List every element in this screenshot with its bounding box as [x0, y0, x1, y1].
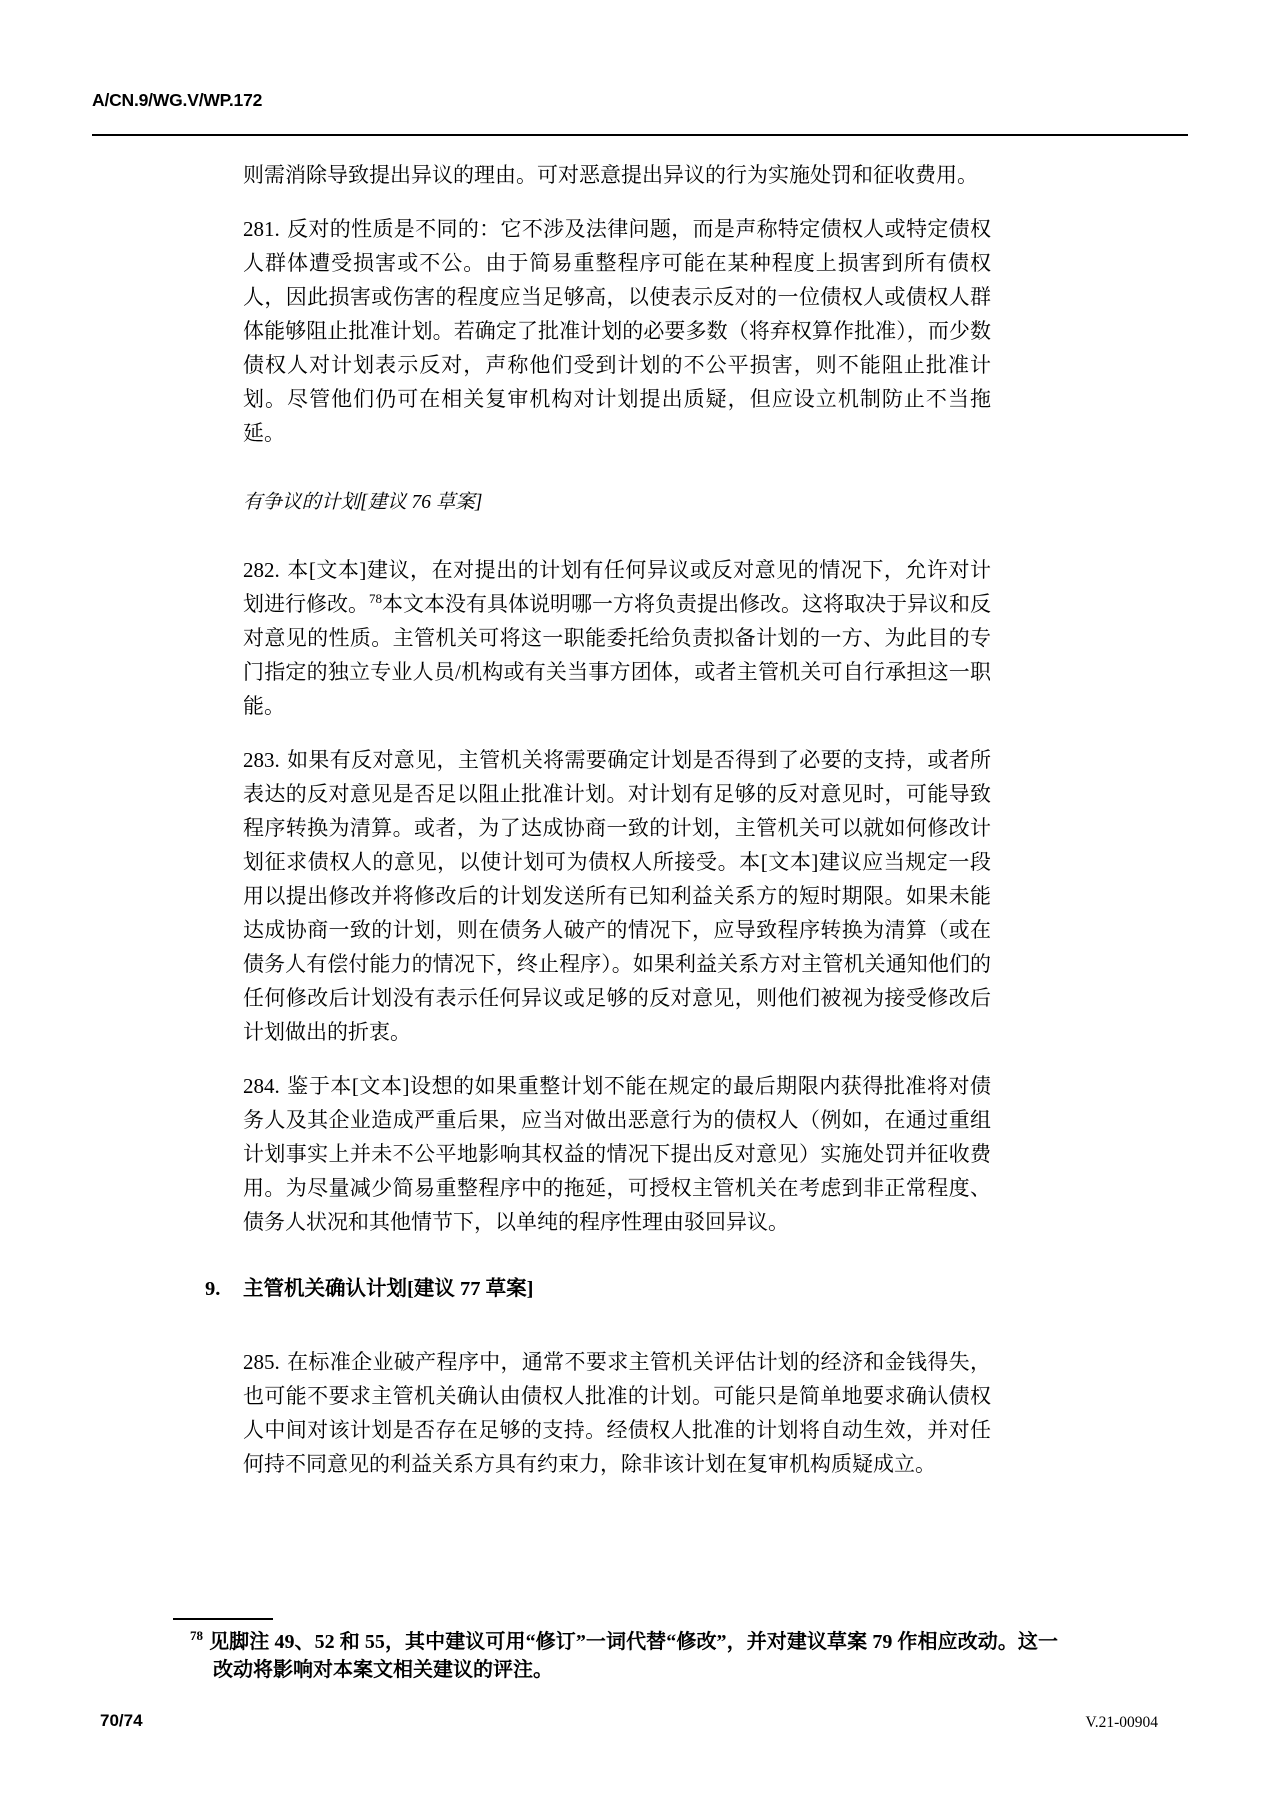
paragraph-text: 鉴于本[文本]设想的如果重整计划不能在规定的最后期限内获得批准将对债务人及其企业造成严重后果，应当对做出恶意行为的债权人（例如，在通过重组计划事实上并未不公平地影响其权益的情况下提出反对意见）实施处罚并征收费用。为尽量减少简易重整程序中的拖延，可授权主管机关在考虑到非正常程度、债务人状况和其他情节下，以单纯的程序性理由驳回异议。 — [243, 1074, 991, 1234]
paragraph-number: 283. — [243, 748, 280, 772]
paragraph-283 — [243, 743, 991, 1049]
footnote-bold-references: 49、52 和 55 — [274, 1631, 385, 1653]
document-body — [205, 158, 991, 1481]
section-9-heading — [205, 1272, 991, 1306]
subheading-disputed-plans: 有争议的计划[建议 76 草案] — [243, 492, 483, 513]
page-number: 70/74 — [100, 1711, 143, 1730]
document-reference-number: V.21-00904 — [1085, 1714, 1158, 1731]
paragraph-text: 在标准企业破产程序中，通常不要求主管机关评估计划的经济和金钱得失，也可能不要求主管机关确认由债权人批准的计划。可能只是简单地要求确认债权人中间对该计划是否存在足够的支持。经债权人批准的计划将自动生效，并对任何持不同意见的利益关系方具有约束力，除非该计划在复审机构质疑成立。 — [243, 1350, 991, 1476]
footnote-bold-reference: 79 — [872, 1631, 893, 1653]
paragraph-number: 284. — [243, 1074, 280, 1098]
paragraph-number: 285. — [243, 1350, 280, 1374]
paragraph-text: 反对的性质是不同的：它不涉及法律问题，而是声称特定债权人或特定债权人群体遭受损害或不公。由于简易重整程序可能在某种程度上损害到所有债权人，因此损害或伤害的程度应当足够高，以使表示反对的一位债权人或债权人群体能够阻止批准计划。若确定了批准计划的必要多数（将弃权算作批准），而少数债权人对计划表示反对，声称他们受到计划的不公平损害，则不能阻止批准计划。尽管他们仍可在相关复审机构对计划提出质疑，但应设立机制防止不当拖延。 — [243, 217, 991, 445]
footnote-78 — [190, 1628, 1058, 1684]
footnote-text: 见脚注 — [209, 1631, 275, 1653]
document-symbol: A/CN.9/WG.V/WP.172 — [92, 90, 263, 110]
paragraph-text: 本文本没有具体说明哪一方将负责提出修改。这将取决于异议和反对意见的性质。主管机关可将这一职能委托给负责拟备计划的一方、为此目的专门指定的独立专业人员/机构或有关当事方团体，或者主管机关可自行承担这一职能。 — [243, 592, 991, 718]
paragraph-number: 282. — [243, 558, 280, 582]
section-title: 主管机关确认计划[建议 77 草案] — [243, 1278, 534, 1300]
paragraph-285 — [243, 1345, 991, 1481]
paragraph-text: 则需消除导致提出异议的理由。可对恶意提出异议的行为实施处罚和征收费用。 — [243, 163, 978, 187]
footnote-separator — [173, 1618, 273, 1620]
footnote-text: ，其中建议可用“修订”一词代替“修改”，并对建议草案 — [384, 1631, 873, 1653]
paragraph-text: 如果有反对意见，主管机关将需要确定计划是否得到了必要的支持，或者所表达的反对意见是否足以阻止批准计划。对计划有足够的反对意见时，可能导致程序转换为清算。或者，为了达成协商一致的计划，主管机关可以就如何修改计划征求债权人的意见，以使计划可为债权人所接受。本[文本]建议应当规定一段用以提出修改并将修改后的计划发送所有已知利益关系方的短时期限。如果未能达成协商一致的计划，则在债务人破产的情况下，应导致程序转换为清算（或在债务人有偿付能力的情况下，终止程序）。如果利益关系方对主管机关通知他们的任何修改后计划没有表示任何异议或足够的反对意见，则他们被视为接受修改后计划做出的折衷。 — [243, 748, 991, 1044]
paragraph-text: 本[文本]建议，在对提出的计划有任何异议或反对意见的情况下，允许对计划进行修改。 — [243, 558, 991, 616]
footnote-78-reference: 78 — [369, 591, 382, 606]
paragraph-281 — [243, 212, 991, 450]
footnote-text: 作相应改动。这一改动将影响对本案文相关建议的评注。 — [213, 1631, 1059, 1681]
paragraph-282 — [243, 553, 991, 723]
footnote-78-marker: 78 — [190, 1628, 203, 1644]
paragraph-284 — [243, 1069, 991, 1239]
header-rule — [92, 134, 1188, 136]
paragraph-number: 281. — [243, 217, 280, 241]
section-number: 9. — [205, 1278, 221, 1300]
paragraph-280-continuation — [243, 158, 991, 192]
